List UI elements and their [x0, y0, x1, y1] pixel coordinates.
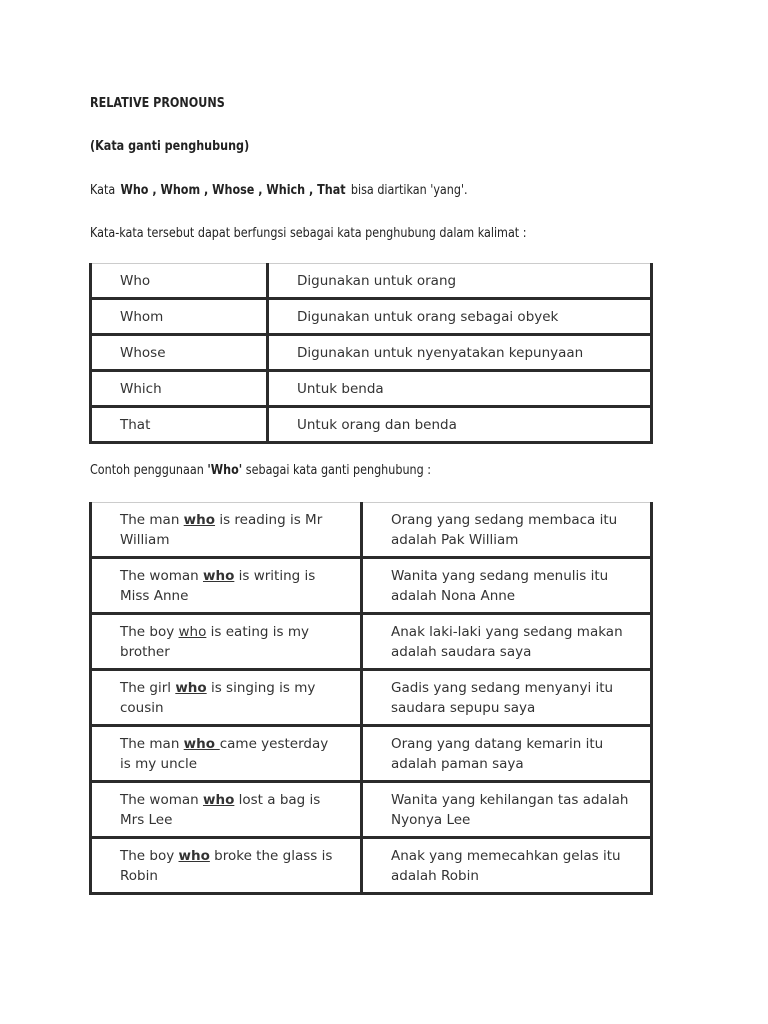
- sentence-cell: [91, 670, 362, 726]
- translation-cell: Wanita yang sedang menulis itu adalah Nona Anne: [362, 558, 652, 614]
- pronoun-table: [89, 263, 653, 444]
- who-word: who: [202, 567, 235, 584]
- pronoun-cell: Which: [91, 371, 268, 407]
- translation-cell: Anak yang memecahkan gelas itu adalah Robin: [362, 838, 652, 894]
- who-word: who: [175, 679, 207, 696]
- sentence-start: The woman: [120, 791, 203, 808]
- sentence-end: broke the glass is Robin: [120, 847, 333, 884]
- intro-suffix: bisa diartikan 'yang'.: [350, 183, 468, 198]
- document-subtitle: (Kata ganti penghubung): [90, 139, 250, 154]
- translation-cell: Gadis yang sedang menyanyi itu saudara sepupu saya: [362, 670, 652, 726]
- examples-table: [89, 502, 653, 895]
- who-word: who: [183, 735, 220, 752]
- translation-cell: Orang yang sedang membaca itu adalah Pak William: [362, 503, 652, 558]
- meaning-cell: Digunakan untuk nyenyatakan kepunyaan: [268, 335, 652, 371]
- table-row: [91, 299, 652, 335]
- table-row: [91, 670, 652, 726]
- example-intro-line: [90, 463, 431, 478]
- sentence-start: The man: [120, 511, 184, 528]
- who-word: who: [183, 511, 216, 528]
- sentence-start: The boy: [120, 847, 179, 864]
- who-word: who: [178, 623, 207, 640]
- sentence-cell: [91, 503, 362, 558]
- meaning-cell: Digunakan untuk orang: [268, 264, 652, 299]
- table-row: [91, 726, 652, 782]
- meaning-cell: Untuk benda: [268, 371, 652, 407]
- who-word: who: [178, 847, 210, 864]
- intro-prefix: Kata: [90, 183, 116, 198]
- example-intro-suffix: sebagai kata ganti penghubung :: [245, 463, 432, 478]
- table-row: [91, 838, 652, 894]
- table-row: [91, 558, 652, 614]
- sentence-cell: [91, 838, 362, 894]
- table-row: [91, 407, 652, 443]
- sentence-cell: [91, 726, 362, 782]
- pronoun-cell: That: [91, 407, 268, 443]
- sentence-start: The boy: [120, 623, 179, 640]
- sentence-end: is reading is Mr William: [120, 511, 323, 548]
- intro-words: Who , Whom , Whose , Which , That: [120, 183, 346, 198]
- sentence-end: is singing is my cousin: [120, 679, 316, 716]
- pronoun-cell: Who: [91, 264, 268, 299]
- sentence-start: The girl: [120, 679, 176, 696]
- sentence-end: is writing is Miss Anne: [120, 567, 316, 604]
- table-row: [91, 335, 652, 371]
- sentence-cell: [91, 782, 362, 838]
- who-word: who: [202, 791, 235, 808]
- pronoun-cell: Whom: [91, 299, 268, 335]
- example-intro-word: 'Who': [207, 463, 243, 478]
- sentence-cell: [91, 614, 362, 670]
- sentence-cell: [91, 558, 362, 614]
- table-row: [91, 614, 652, 670]
- sentence-end: came yesterday is my uncle: [120, 735, 329, 772]
- table-row: [91, 371, 652, 407]
- sentence-start: The woman: [120, 567, 203, 584]
- description-line: Kata-kata tersebut dapat berfungsi sebagai kata penghubung dalam kalimat :: [90, 226, 527, 241]
- table-row: [91, 503, 652, 558]
- intro-line: [90, 183, 468, 198]
- example-intro-prefix: Contoh penggunaan: [90, 463, 204, 478]
- sentence-end: lost a bag is Mrs Lee: [120, 791, 321, 828]
- document-title: RELATIVE PRONOUNS: [90, 96, 225, 111]
- meaning-cell: Digunakan untuk orang sebagai obyek: [268, 299, 652, 335]
- table-row: [91, 264, 652, 299]
- meaning-cell: Untuk orang dan benda: [268, 407, 652, 443]
- translation-cell: Anak laki-laki yang sedang makan adalah saudara saya: [362, 614, 652, 670]
- translation-cell: Orang yang datang kemarin itu adalah paman saya: [362, 726, 652, 782]
- table-row: [91, 782, 652, 838]
- sentence-start: The man: [120, 735, 184, 752]
- pronoun-cell: Whose: [91, 335, 268, 371]
- translation-cell: Wanita yang kehilangan tas adalah Nyonya Lee: [362, 782, 652, 838]
- sentence-end: is eating is my brother: [120, 623, 309, 660]
